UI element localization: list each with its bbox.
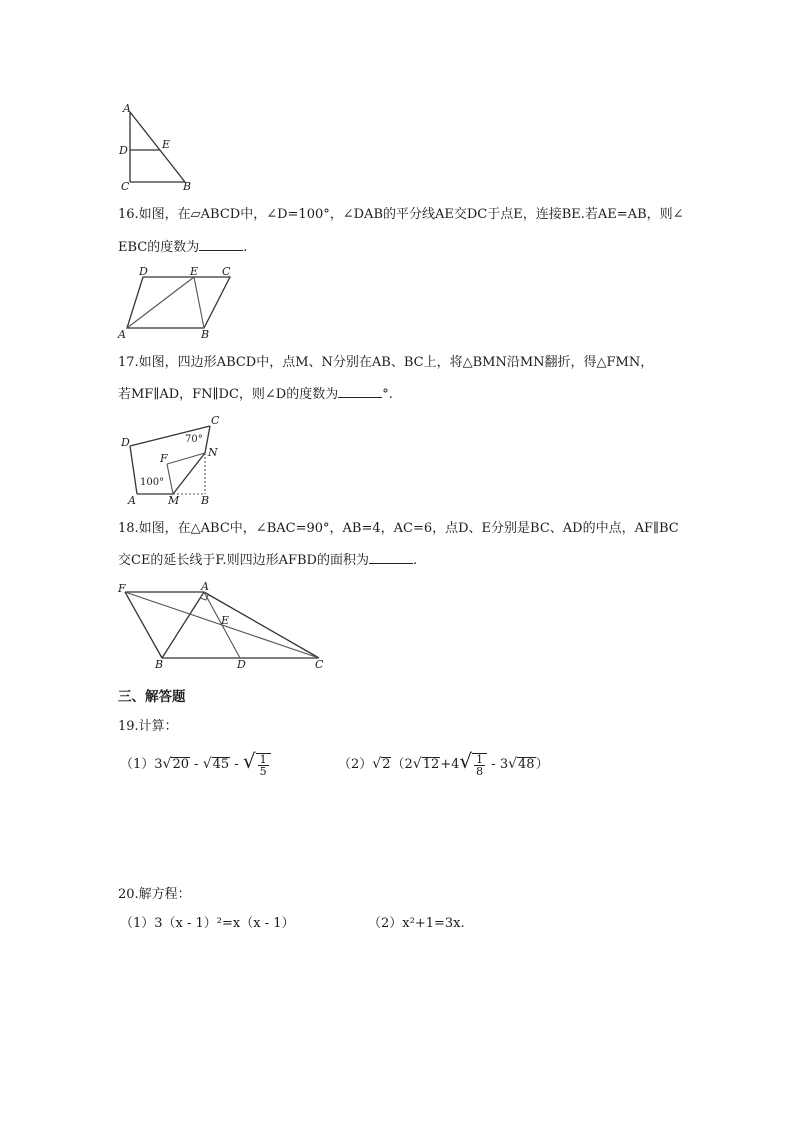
radical-sign: √ — [508, 756, 518, 772]
label-d: D — [119, 144, 128, 157]
segment-ab — [130, 112, 185, 182]
q19-p2-denominator: 8 — [476, 764, 484, 778]
q19-p2-radicand2: 48 — [518, 757, 535, 772]
q19-p1-frac-radical — [256, 753, 271, 777]
question-20-part1: （1）3（x - 1）²=x（x - 1） — [120, 916, 295, 931]
figure-17 — [115, 412, 230, 508]
question-18-line1: 18.如图，在△ABC中，∠BAC=90°，AB=4，AC=6，点D、E分别是BC、AD的中点，AF∥BC — [118, 521, 679, 536]
angle-c-label: 70° — [185, 434, 203, 445]
label-f: F — [118, 582, 126, 595]
question-17-suffix: °. — [382, 387, 393, 402]
segment-fn — [167, 453, 205, 464]
segment-mf — [167, 464, 173, 494]
q19-p1-radicand1: 20 — [172, 757, 190, 772]
label-d: D — [237, 658, 246, 671]
label-b: B — [201, 494, 210, 507]
q19-p2-frac-radical — [472, 753, 487, 777]
radical-sign: √ — [412, 756, 422, 772]
question-19-part1 — [120, 749, 271, 778]
figure-18 — [115, 580, 330, 672]
label-a: A — [128, 494, 136, 507]
q19-p1-numerator: 1 — [259, 752, 267, 766]
segment-da — [130, 446, 137, 494]
label-c: C — [222, 265, 231, 278]
question-18-suffix: . — [412, 553, 418, 568]
answer-blank-16[interactable] — [199, 238, 243, 251]
figure-18-svg — [115, 580, 330, 672]
label-m: M — [168, 494, 180, 507]
label-c: C — [211, 414, 220, 427]
question-17-line1: 17.如图，四边形ABCD中，点M、N分别在AB、BC上，将△BMN沿MN翻折，得△FMN， — [118, 355, 654, 370]
label-a: A — [201, 580, 209, 593]
label-e: E — [190, 265, 199, 278]
question-16-line2 — [118, 238, 247, 257]
answer-blank-17[interactable] — [338, 385, 382, 398]
q19-p1-label: （1）3 — [120, 757, 163, 772]
question-19-part2 — [338, 749, 549, 778]
q19-p2-numerator: 1 — [476, 752, 484, 766]
segment-mn — [173, 453, 205, 494]
question-16-suffix: . — [243, 240, 248, 255]
label-a: A — [118, 328, 126, 341]
label-b: B — [155, 658, 164, 671]
label-d: D — [121, 436, 130, 449]
question-20-part2: （2）x²+1=3x. — [368, 916, 465, 931]
q19-p1-fraction — [258, 754, 269, 777]
angle-a-label: 100° — [140, 477, 165, 488]
question-17-prefix: 若MF∥AD，FN∥DC，则∠D的度数为 — [118, 387, 339, 402]
label-f: F — [160, 452, 168, 465]
q19-p1-denominator: 5 — [259, 764, 267, 778]
q19-p1-minus1: - — [190, 757, 203, 772]
question-16-prefix: EBC的度数为 — [118, 240, 200, 255]
label-e: E — [221, 614, 230, 627]
radical-sign: √ — [242, 749, 256, 773]
q19-p2-close: ） — [535, 757, 549, 772]
label-n: N — [208, 446, 218, 459]
q19-p1-radicand2: 45 — [212, 757, 230, 772]
question-19-title: 19.计算： — [118, 719, 178, 734]
q19-p1-minus2: - — [230, 757, 243, 772]
q19-p2-radicand1: 12 — [422, 757, 440, 772]
figure-17-svg — [115, 412, 230, 508]
q19-p2-label: （2） — [338, 757, 373, 772]
figure-15-svg — [112, 100, 202, 194]
label-d: D — [139, 265, 148, 278]
question-20-title: 20.解方程： — [118, 887, 191, 902]
q19-p2-fraction — [474, 754, 485, 777]
radical-sign: √ — [202, 756, 212, 772]
question-17-line2 — [118, 385, 393, 404]
radical-sign: √ — [459, 749, 473, 773]
radical-sign: √ — [162, 756, 172, 772]
figure-16 — [115, 265, 245, 345]
figure-15 — [112, 100, 202, 194]
answer-blank-18[interactable] — [369, 551, 413, 564]
label-a: A — [123, 102, 131, 115]
question-16-line1: 16.如图，在▱ABCD中，∠D=100°，∠DAB的平分线AE交DC于点E，连接BE.若AE=AB，则∠ — [118, 207, 684, 222]
label-b: B — [183, 180, 192, 193]
segment-fb — [125, 592, 162, 658]
label-c: C — [121, 180, 130, 193]
q19-p2-radicand0: 2 — [382, 757, 391, 772]
parallelogram-abcd — [127, 277, 230, 328]
segment-ae — [127, 277, 194, 328]
q19-p2-plus: +4 — [440, 757, 460, 772]
question-18-line2 — [118, 551, 417, 570]
label-e: E — [162, 138, 171, 151]
question-18-prefix: 交CE的延长线于F.则四边形AFBD的面积为 — [118, 553, 369, 568]
radical-sign: √ — [372, 756, 382, 772]
section-heading-3: 三、解答题 — [118, 689, 186, 705]
segment-be — [194, 277, 204, 328]
q19-p2-minus: - 3 — [487, 757, 509, 772]
segment-ab — [162, 592, 204, 658]
label-b: B — [201, 328, 210, 341]
q19-p2-open: （2 — [391, 757, 413, 772]
figure-16-svg — [115, 265, 245, 345]
label-c: C — [315, 658, 324, 671]
